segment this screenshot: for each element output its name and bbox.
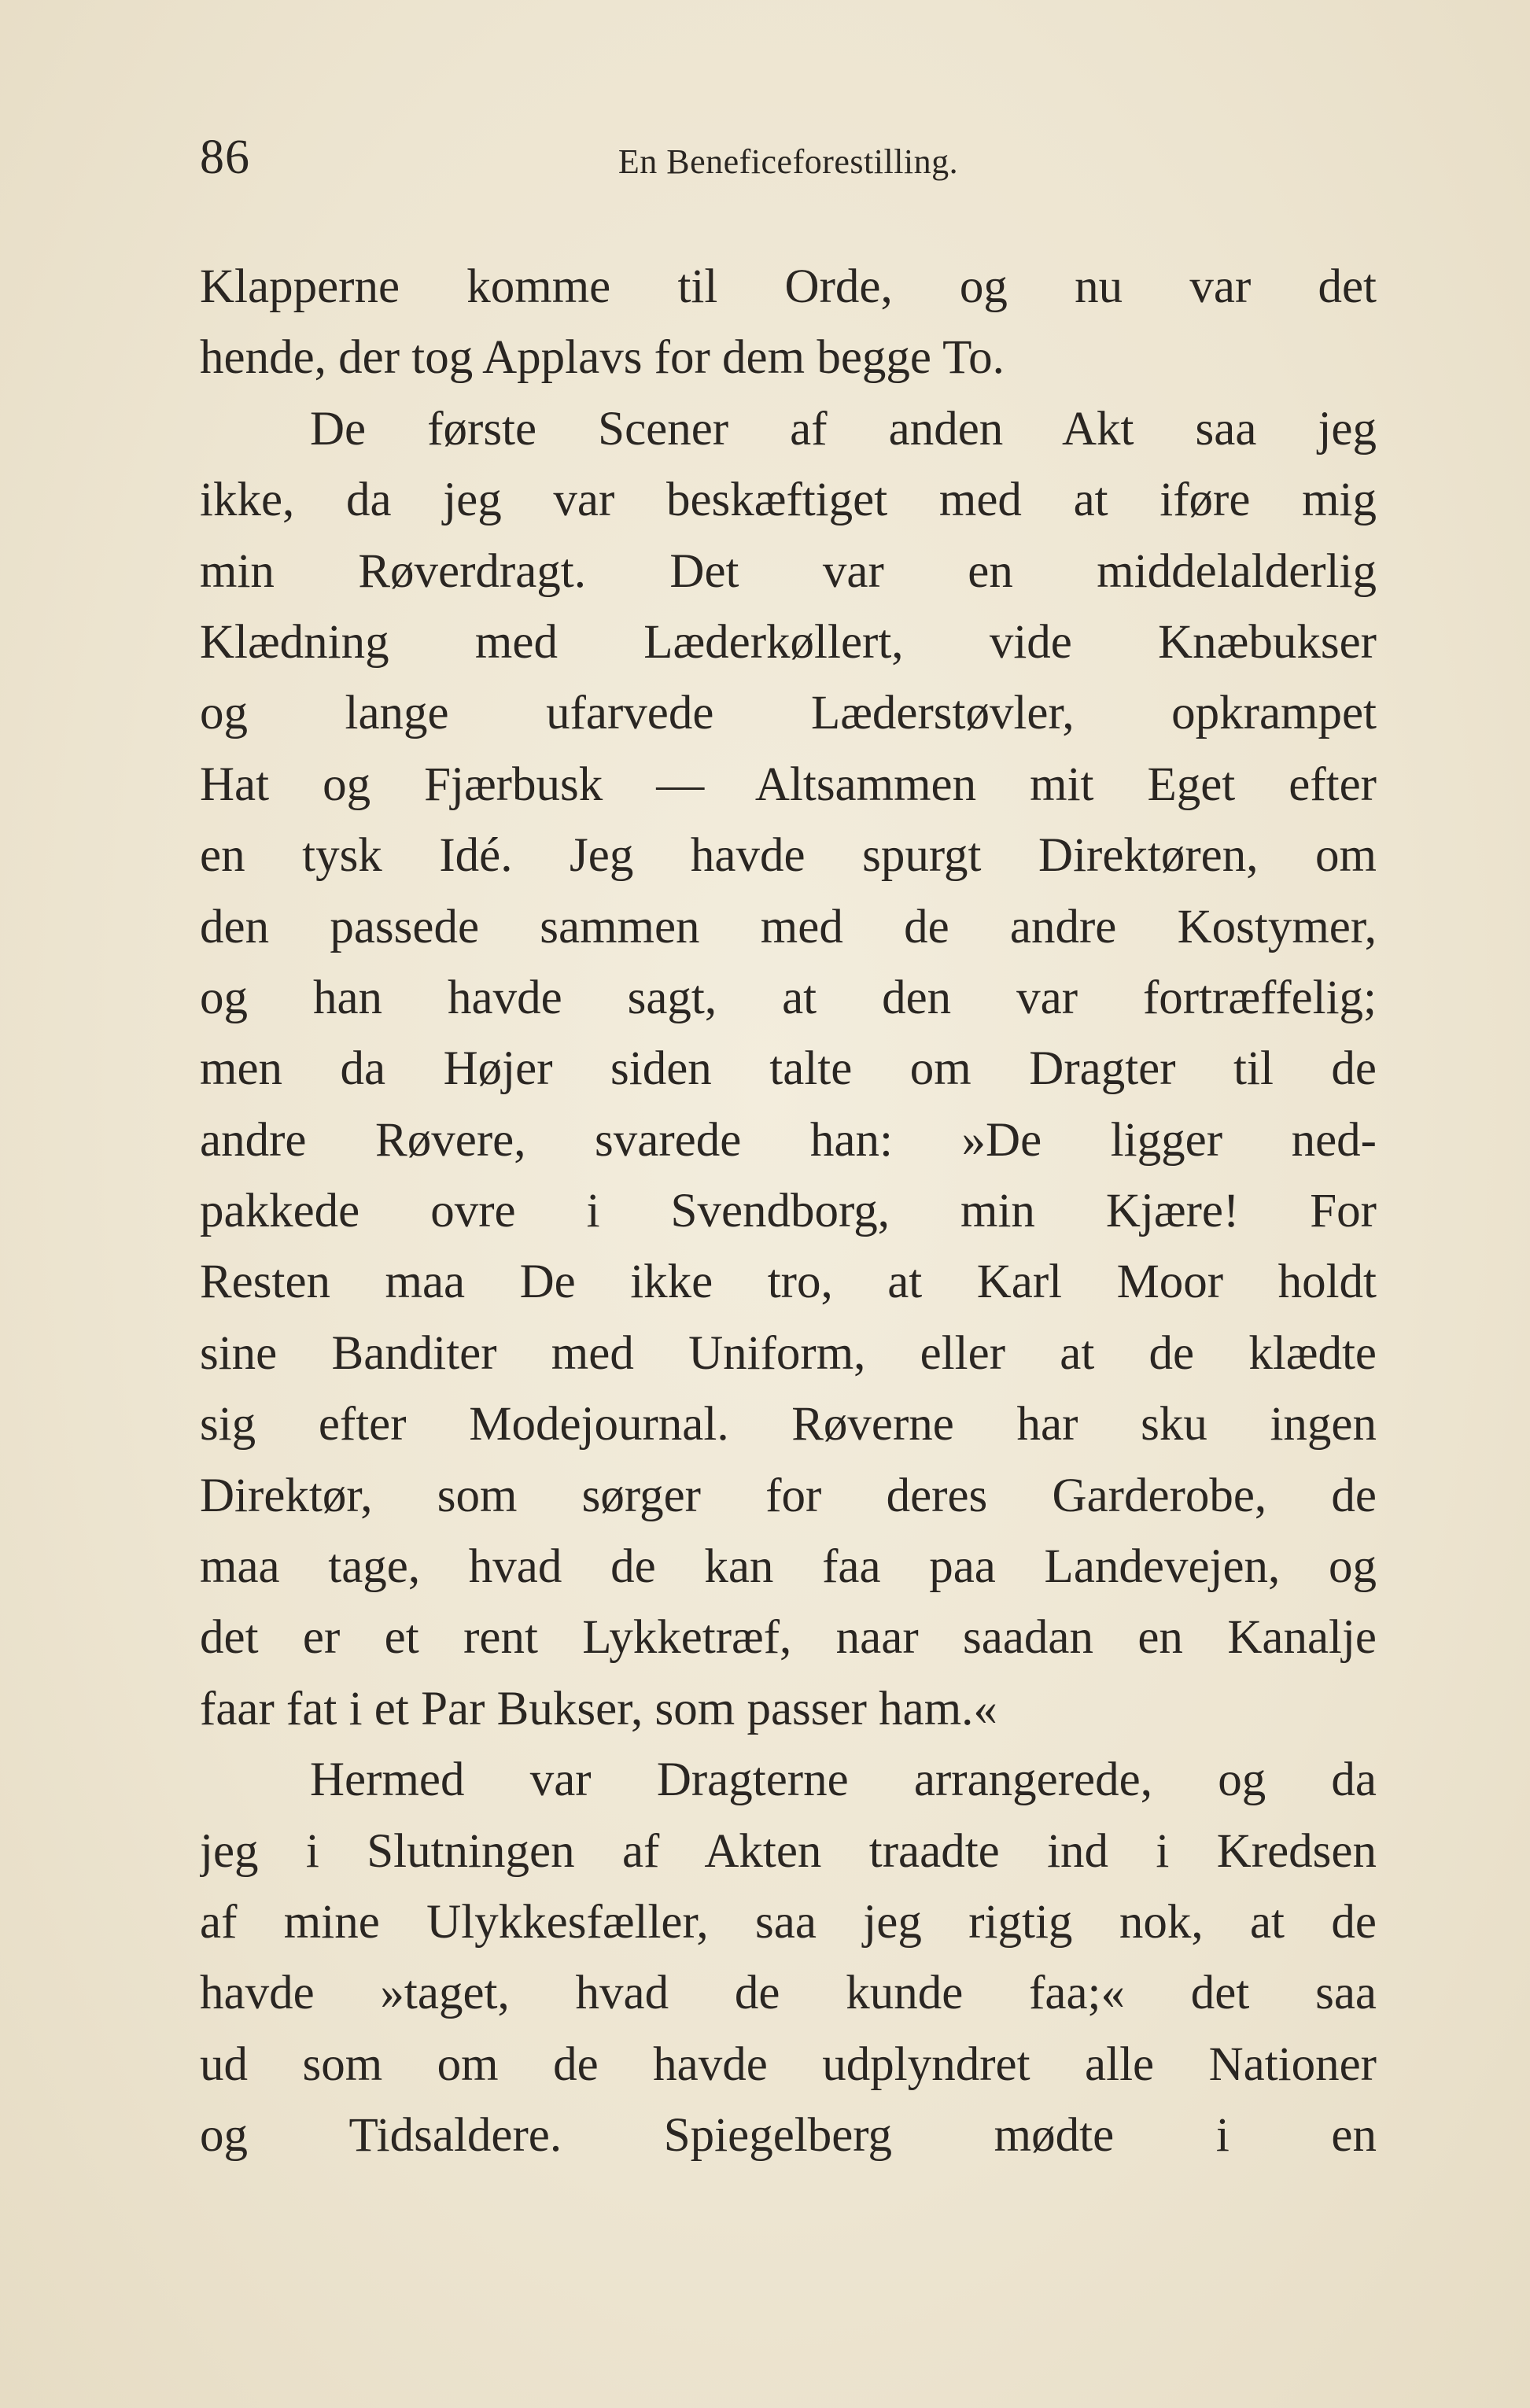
text-line: Klapperne komme til Orde, og nu var det — [200, 260, 1377, 313]
text-line: den passede sammen med de andre Kostymer, — [200, 900, 1377, 953]
text-line: jeg i Slutningen af Akten traadte ind i Kredsen — [200, 1824, 1377, 1878]
text-line: Klædning med Læderkøllert, vide Knæbukser — [200, 615, 1377, 669]
text-line: sine Banditer med Uniform, eller at de klædte — [200, 1326, 1377, 1380]
text-line: De første Scener af anden Akt saa jeg — [310, 402, 1377, 455]
text-line: sig efter Modejournal. Røverne har sku ingen — [200, 1398, 1377, 1451]
text-line: pakkede ovre i Svendborg, min Kjære! For — [200, 1185, 1377, 1238]
text-line: og lange ufarvede Læderstøvler, opkrampet — [200, 687, 1377, 740]
text-line: hende, der tog Applavs for dem begge To. — [200, 331, 1005, 385]
text-line: Direktør, som sørger for deres Garderobe, de — [200, 1469, 1377, 1522]
text-line: ud som om de havde udplyndret alle Nationer — [200, 2037, 1377, 2091]
text-line: og han havde sagt, at den var fortræffelig; — [200, 971, 1377, 1024]
text-line: min Røverdragt. Det var en middelalderlig — [200, 544, 1377, 598]
text-line: havde »taget, hvad de kunde faa;« det saa — [200, 1967, 1377, 2020]
running-title: En Beneficeforestilling. — [618, 142, 959, 181]
text-line: maa tage, hvad de kan faa paa Landevejen, og — [200, 1540, 1377, 1594]
page-number: 86 — [200, 131, 250, 184]
text-line: og Tidsaldere. Spiegelberg mødte i en — [200, 2109, 1377, 2163]
text-line: Hat og Fjærbusk — Altsammen mit Eget efter — [200, 758, 1377, 811]
text-line: Resten maa De ikke tro, at Karl Moor holdt — [200, 1256, 1377, 1309]
body-text — [200, 252, 1377, 2172]
text-line: men da Højer siden talte om Dragter til de — [200, 1042, 1377, 1096]
text-line: andre Røvere, svarede han: »De ligger ned- — [200, 1113, 1377, 1167]
text-line: ikke, da jeg var beskæftiget med at iføre mig — [200, 474, 1377, 527]
text-line: det er et rent Lykketræf, naar saadan en Kanalje — [200, 1611, 1377, 1665]
text-line: faar fat i et Par Bukser, som passer ham.« — [200, 1682, 997, 1735]
text-line: en tysk Idé. Jeg havde spurgt Direktøren, om — [200, 829, 1377, 883]
text-line: Hermed var Dragterne arrangerede, og da — [310, 1753, 1377, 1807]
text-line: af mine Ulykkesfæller, saa jeg rigtig nok, at de — [200, 1895, 1377, 1949]
page-header — [200, 126, 1377, 189]
